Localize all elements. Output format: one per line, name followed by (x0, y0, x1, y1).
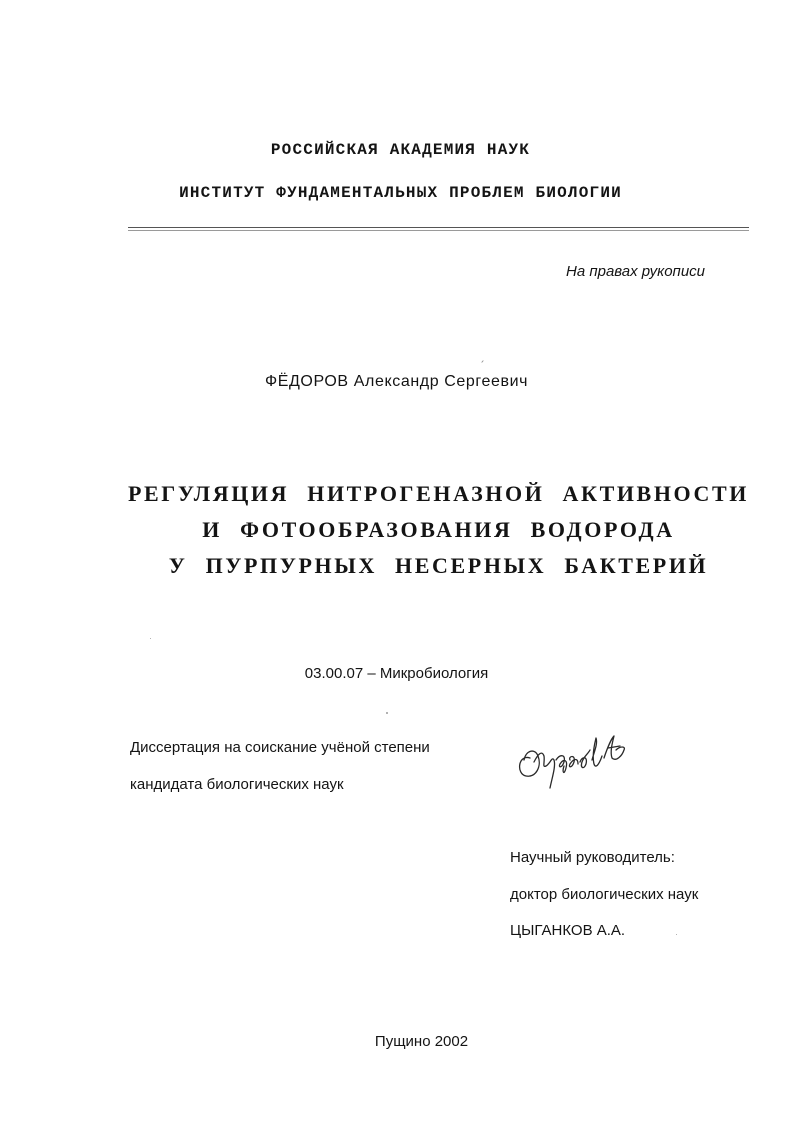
institute-heading: ИНСТИТУТ ФУНДАМЕНТАЛЬНЫХ ПРОБЛЕМ БИОЛОГИИ (179, 184, 622, 202)
degree-line-1: Диссертация на соискание учёной степени (130, 739, 430, 756)
header-divider-top (128, 227, 749, 228)
scan-speck (481, 360, 484, 363)
scan-speck (386, 712, 388, 714)
header-divider-bottom (128, 230, 749, 231)
place-and-year: Пущино 2002 (374, 1033, 469, 1050)
supervisor-name: ЦЫГАНКОВ А.А. (510, 922, 626, 939)
specialty-code: 03.00.07 – Микробиология (304, 665, 489, 682)
author-name: ФЁДОРОВ Александр Сергеевич (264, 373, 529, 390)
title-line-3: У ПУРПУРНЫХ НЕСЕРНЫХ БАКТЕРИЙ (168, 553, 709, 578)
manuscript-note: На правах рукописи (566, 263, 705, 280)
title-line-2: И ФОТООБРАЗОВАНИЯ ВОДОРОДА (202, 517, 675, 542)
scan-speck (676, 934, 677, 935)
handwritten-signature-icon (512, 716, 632, 796)
supervisor-degree: доктор биологических наук (510, 886, 699, 903)
title-line-1: РЕГУЛЯЦИЯ НИТРОГЕНАЗНОЙ АКТИВНОСТИ (127, 481, 749, 506)
academy-heading: РОССИЙСКАЯ АКАДЕМИЯ НАУК (270, 141, 531, 159)
degree-line-2: кандидата биологических наук (130, 776, 344, 793)
supervisor-label: Научный руководитель: (510, 849, 675, 866)
scan-speck (150, 638, 151, 639)
